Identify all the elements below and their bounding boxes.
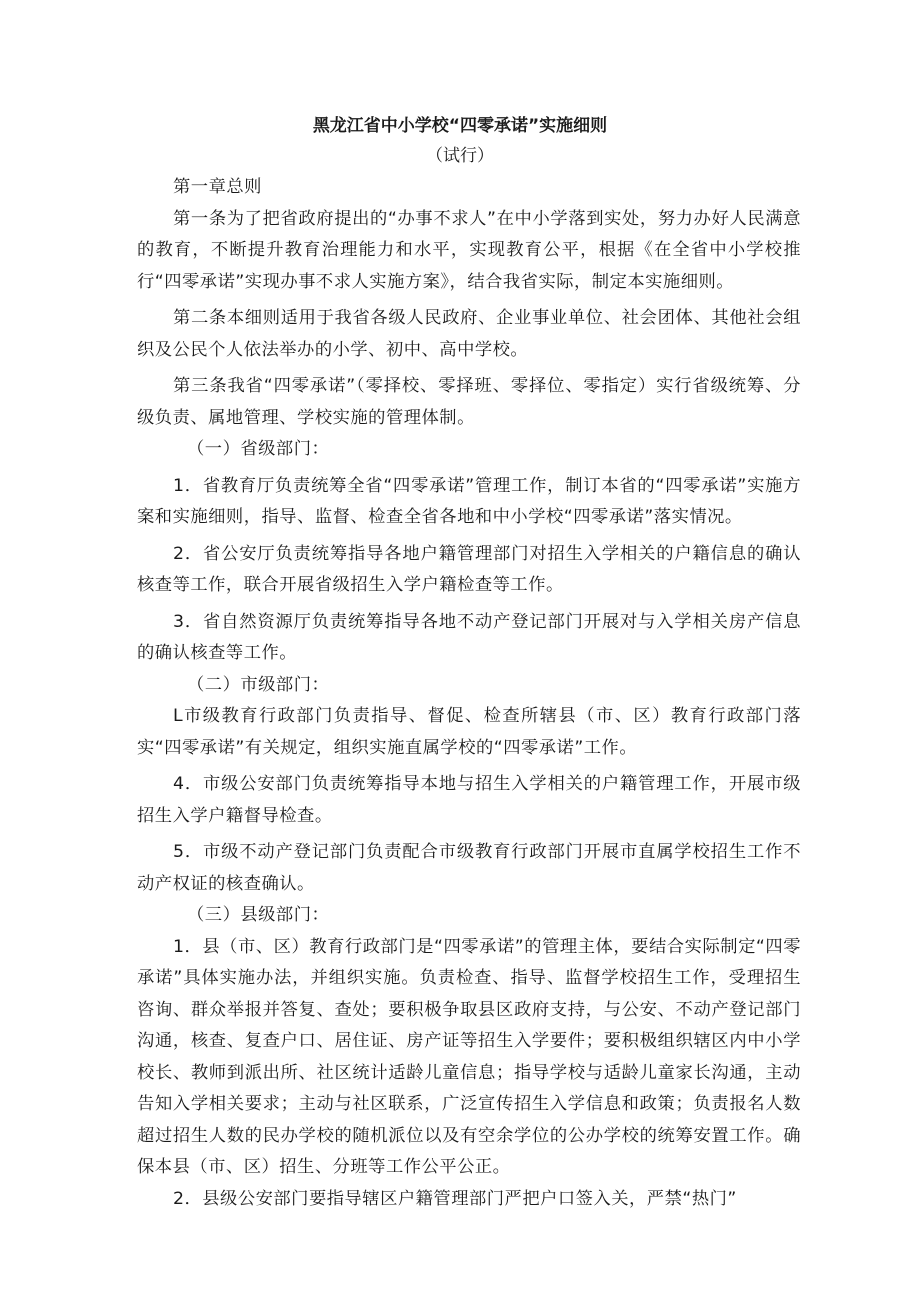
municipal-item-1: L市级教育行政部门负责指导、督促、检查所辖县（市、区）教育行政部门落实“四零承诺”有关规定，组织实施直属学校的“四零承诺”工作。 [137,706,801,758]
article-3: 第三条我省“四零承诺”（零择校、零择班、零择位、零指定）实行省级统筹、分级负责、属地管理、学校实施的管理体制。 [137,376,801,428]
provincial-item-2: 2．省公安厅负责统筹指导各地户籍管理部门对招生入学相关的户籍信息的确认核查等工作，联合开展省级招生入学户籍检查等工作。 [137,543,801,595]
document-body [137,172,801,1215]
municipal-item-4: 4．市级公安部门负责统筹指导本地与招生入学相关的户籍管理工作，开展市级招生入学户籍督导检查。 [137,774,801,826]
provincial-item-3: 3．省自然资源厅负责统筹指导各地不动产登记部门开展对与入学相关房产信息的确认核查等工作。 [137,611,801,663]
article-1: 第一条为了把省政府提出的“办事不求人”在中小学落到实处，努力办好人民满意的教育，不断提升教育治理能力和水平，实现教育公平，根据《在全省中小学校推行“四零承诺”实现办事不求人实施方案》，结合我省实际，制定本实施细则。 [137,208,801,292]
provincial-item-1: 1．省教育厅负责统筹全省“四零承诺”管理工作，制订本省的“四零承诺”实施方案和实施细则，指导、监督、检查全省各地和中小学校“四零承诺”落实情况。 [137,475,801,527]
section-heading-municipal: （二）市级部门： [187,674,330,695]
county-item-2: 2．县级公安部门要指导辖区户籍管理部门严把户口签入关，严禁“热门” [173,1188,737,1209]
section-heading-county: （三）县级部门： [187,905,330,925]
county-item-1: 1．县（市、区）教育行政部门是“四零承诺”的管理主体，要结合实际制定“四零承诺”具体实施办法，并组织实施。负责检查、指导、监督学校招生工作，受理招生咨询、群众举报并答复、查处；要积极争取县区政府支持，与公安、不动产登记部门沟通，核查、复查户口、居住证、房产证等招生入学要件；要积极组织辖区内中小学校长、教师到派出所、社区统计适龄儿童信息；指导学校与适龄儿童家长沟通，主动告知入学相关要求；主动与社区联系，广泛宣传招生入学信息和政策；负责报名人数超过招生人数的民办学校的随机派位以及有空余学位的公办学校的统筹安置工作。确保本县（市、区）招生、分班等工作公平公正。 [137,936,801,1177]
article-2: 第二条本细则适用于我省各级人民政府、企业事业单位、社会团体、其他社会组织及公民个人依法举办的小学、初中、高中学校。 [137,308,801,360]
section-heading-provincial: （一）省级部门： [187,439,330,459]
document-subtitle: （试行） [426,146,494,166]
chapter-heading: 第一章总则 [173,177,262,197]
document-title: 黑龙江省中小学校“四零承诺”实施细则 [312,116,608,136]
municipal-item-5: 5．市级不动产登记部门负责配合市级教育行政部门开展市直属学校招生工作不动产权证的核查确认。 [137,842,801,894]
